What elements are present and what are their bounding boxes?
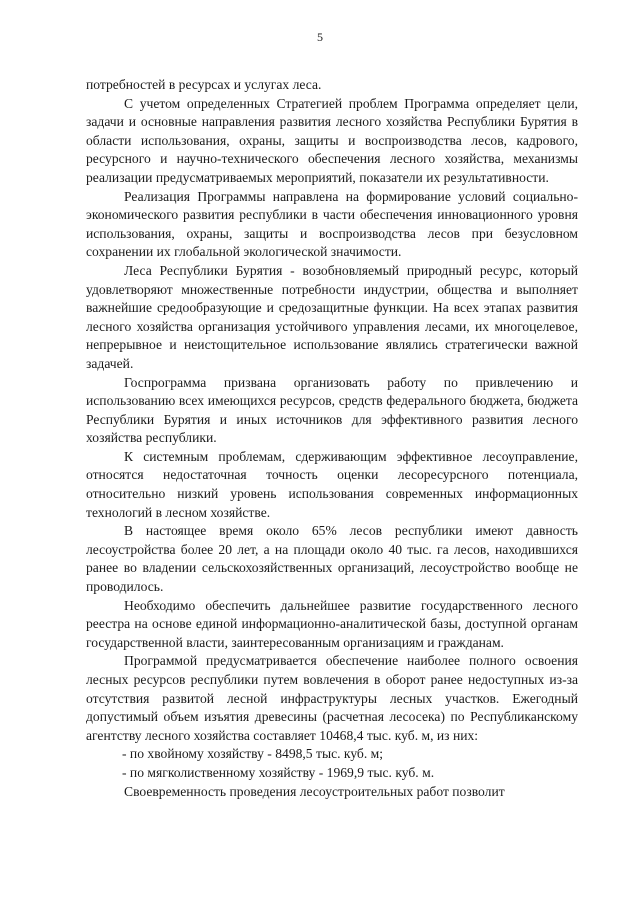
paragraph-timeliness: Своевременность проведения лесоустроительных работ позволит xyxy=(124,783,505,799)
paragraph-state-program: Госпрограмма призвана организовать работу по привлечению и использованию всех имеющихся ресурсов, средств федерального бюджета, бюджета Республики Бурятия и иных источников для эффективного развития лесного хозяйства республики. xyxy=(86,374,578,446)
paragraph-forest-inventory: В настоящее время около 65% лесов республики имеют давность лесоустройства более 20 лет, а на площади около 40 тыс. га лесов, находившихся ранее во владении сельскохозяйственных организаций, лесоустройство вообще не проводилось. xyxy=(86,523,578,595)
page-number: 5 xyxy=(317,30,323,44)
paragraph-strategy-goals: С учетом определенных Стратегией проблем Программа определяет цели, задачи и основные направления развития лесного хозяйства Республики Бурятия в области использования, охраны, защиты и воспроизводства лесов, кадрового, ресурсного и научно-технического обеспечения лесного хозяйства, механизмы реализации предусматриваемых мероприятий, показатели их результативности. xyxy=(86,95,578,185)
body-text xyxy=(86,76,578,801)
list-item-softwood: - по мягколиственному хозяйству - 1969,9 тыс. куб. м. xyxy=(122,764,435,780)
paragraph-program-implementation: Реализация Программы направлена на формирование условий социально-экономического развития республики в части обеспечения инновационного уровня использования, охраны, защиты и воспроизводства лесов при безусловном сохранении их глобальной экологической значимости. xyxy=(86,188,578,260)
paragraph-forests-resource: Леса Республики Бурятия - возобновляемый природный ресурс, который удовлетворяют множественные потребности индустрии, общества и выполняет важнейшие средообразующие и средозащитные функции. На всех этапах развития лесного хозяйства организация устойчивого управления лесами, их многоцелевое, непрерывное и неистощительное использование являлись стратегически важной задачей. xyxy=(86,262,578,371)
list-item-coniferous: - по хвойному хозяйству - 8498,5 тыс. куб. м; xyxy=(122,746,384,762)
paragraph-systemic-problems: К системным проблемам, сдерживающим эффективное лесоуправление, относятся недостаточная точность оценки лесоресурсного потенциала, относительно низкий уровень использования современных информационных технологий в лесном хозяйстве. xyxy=(86,448,578,520)
paragraph-continuation: потребностей в ресурсах и услугах леса. xyxy=(86,77,322,92)
paragraph-forest-registry: Необходимо обеспечить дальнейшее развитие государственного лесного реестра на основе единой информационно-аналитической базы, доступной органам государственной власти, заинтересованным организациям и гражданам. xyxy=(86,597,578,650)
paragraph-resource-development: Программой предусматривается обеспечение наиболее полного освоения лесных ресурсов республики путем вовлечения в оборот ранее недоступных из-за отсутствия развитой лесной инфраструктуры лесных участков. Ежегодный допустимый объем изъятия древесины (расчетная лесосека) по Республиканскому агентству лесного хозяйства составляет 10468,4 тыс. куб. м, из них: xyxy=(86,653,578,743)
